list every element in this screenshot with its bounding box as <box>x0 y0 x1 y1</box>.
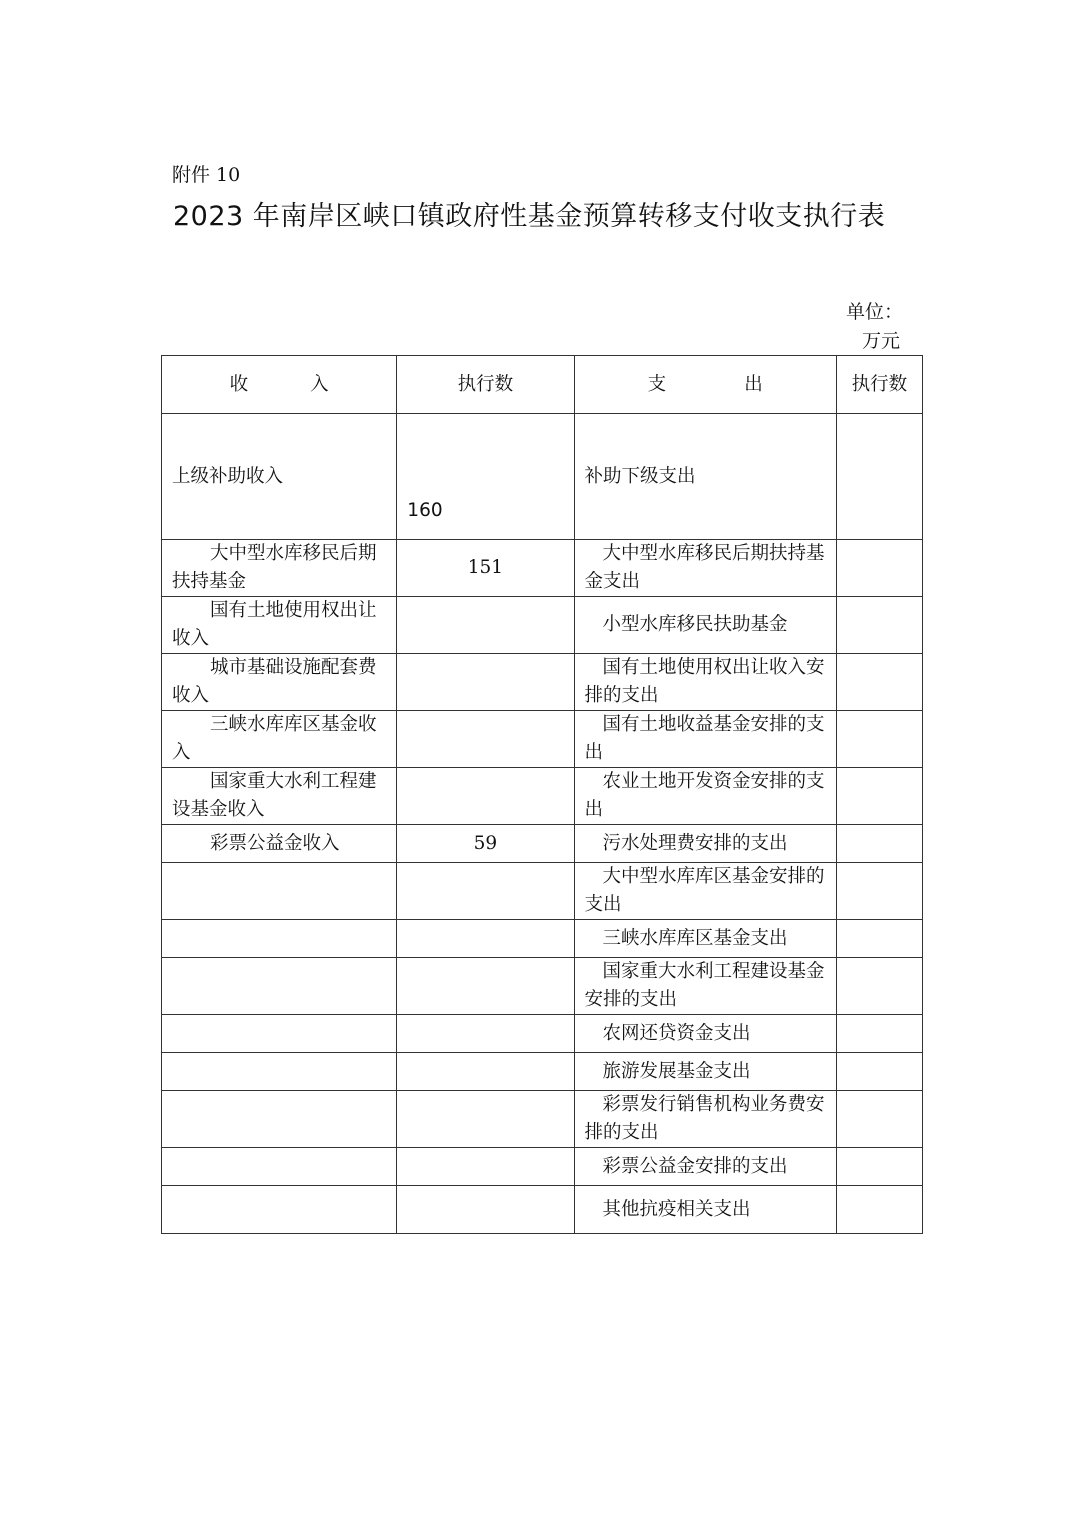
income-value: 151 <box>397 540 574 597</box>
table-row <box>162 768 923 825</box>
table-row <box>162 597 923 654</box>
expense-item: 其他抗疫相关支出 <box>574 1186 836 1234</box>
income-item <box>162 958 397 1015</box>
expense-value <box>836 1148 922 1186</box>
expense-value <box>836 1091 922 1148</box>
income-item: 大中型水库移民后期扶持基金 <box>162 540 397 597</box>
expense-value <box>836 920 922 958</box>
expense-item: 国有土地使用权出让收入安排的支出 <box>574 654 836 711</box>
expense-value <box>836 654 922 711</box>
income-item <box>162 863 397 920</box>
table-row <box>162 863 923 920</box>
table-row <box>162 711 923 768</box>
income-item <box>162 1186 397 1234</box>
table-header-row <box>162 356 923 414</box>
income-value <box>397 958 574 1015</box>
income-value <box>397 654 574 711</box>
table-row <box>162 958 923 1015</box>
budget-table <box>161 355 923 1234</box>
income-value <box>397 711 574 768</box>
header-income-exec: 执行数 <box>397 356 574 414</box>
unit-label <box>846 298 904 356</box>
income-value: 160 <box>397 414 574 540</box>
expense-item: 补助下级支出 <box>574 414 836 540</box>
expense-value <box>836 825 922 863</box>
expense-item: 国有土地收益基金安排的支出 <box>574 711 836 768</box>
expense-item: 三峡水库库区基金支出 <box>574 920 836 958</box>
table-row <box>162 414 923 540</box>
expense-value <box>836 863 922 920</box>
income-item: 彩票公益金收入 <box>162 825 397 863</box>
income-item: 上级补助收入 <box>162 414 397 540</box>
table-row <box>162 1148 923 1186</box>
table-row <box>162 1186 923 1234</box>
income-value <box>397 597 574 654</box>
income-value <box>397 1186 574 1234</box>
expense-value <box>836 1015 922 1053</box>
income-item: 城市基础设施配套费收入 <box>162 654 397 711</box>
expense-item: 彩票公益金安排的支出 <box>574 1148 836 1186</box>
expense-item: 国家重大水利工程建设基金安排的支出 <box>574 958 836 1015</box>
income-item <box>162 1091 397 1148</box>
expense-value <box>836 711 922 768</box>
income-item <box>162 1053 397 1091</box>
table-row <box>162 1053 923 1091</box>
header-income: 收 入 <box>162 356 397 414</box>
income-value: 59 <box>397 825 574 863</box>
table-row <box>162 1015 923 1053</box>
table-row <box>162 654 923 711</box>
expense-item: 农业土地开发资金安排的支出 <box>574 768 836 825</box>
income-item <box>162 920 397 958</box>
expense-item: 小型水库移民扶助基金 <box>574 597 836 654</box>
expense-value <box>836 414 922 540</box>
expense-value <box>836 1186 922 1234</box>
income-value <box>397 1091 574 1148</box>
header-expense-exec: 执行数 <box>836 356 922 414</box>
expense-item: 旅游发展基金支出 <box>574 1053 836 1091</box>
table-row <box>162 920 923 958</box>
income-value <box>397 768 574 825</box>
expense-value <box>836 597 922 654</box>
income-item <box>162 1015 397 1053</box>
income-value <box>397 1015 574 1053</box>
expense-item: 农网还贷资金支出 <box>574 1015 836 1053</box>
expense-value <box>836 958 922 1015</box>
expense-value <box>836 1053 922 1091</box>
income-value <box>397 920 574 958</box>
income-value <box>397 1148 574 1186</box>
table-row <box>162 1091 923 1148</box>
expense-item: 污水处理费安排的支出 <box>574 825 836 863</box>
expense-item: 彩票发行销售机构业务费安排的支出 <box>574 1091 836 1148</box>
table-row <box>162 825 923 863</box>
income-item <box>162 1148 397 1186</box>
income-value <box>397 1053 574 1091</box>
expense-value <box>836 768 922 825</box>
unit-line-2: 万元 <box>861 330 900 352</box>
expense-item: 大中型水库库区基金安排的支出 <box>574 863 836 920</box>
income-item: 三峡水库库区基金收入 <box>162 711 397 768</box>
income-value <box>397 863 574 920</box>
expense-value <box>836 540 922 597</box>
income-item: 国有土地使用权出让收入 <box>162 597 397 654</box>
expense-item: 大中型水库移民后期扶持基金支出 <box>574 540 836 597</box>
header-expense: 支 出 <box>574 356 836 414</box>
income-item: 国家重大水利工程建设基金收入 <box>162 768 397 825</box>
document-title: 2023 年南岸区峡口镇政府性基金预算转移支付收支执行表 <box>173 201 886 232</box>
table-row <box>162 540 923 597</box>
attachment-label: 附件 10 <box>172 164 241 186</box>
unit-line-1: 单位： <box>846 301 904 323</box>
